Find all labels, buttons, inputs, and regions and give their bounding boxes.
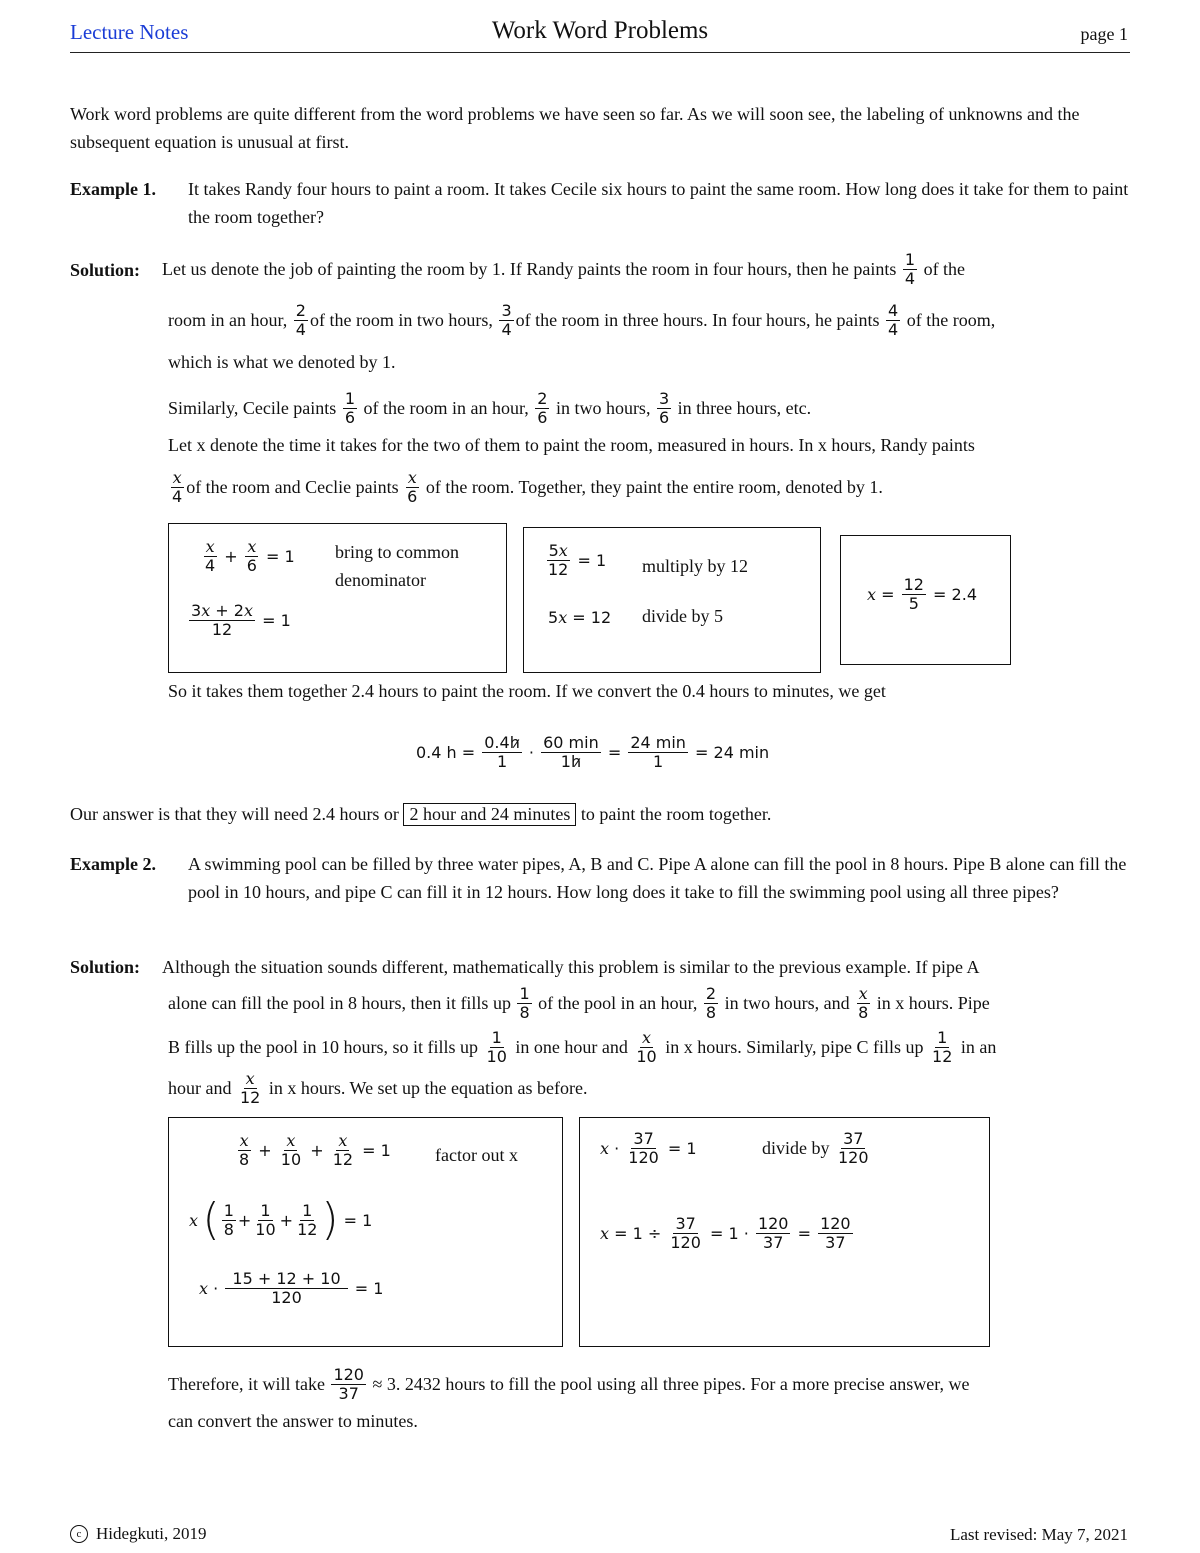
copyright-icon: c [70, 1525, 88, 1543]
solution-2-line-4: hour and $\frac{x}{12}$ in x hours. We set up the equation as before. [168, 1068, 588, 1107]
solution-1-line-5: Let x denote the time it takes for the two of them to paint the room, measured in hours. In x hours, Randy paints [168, 435, 975, 455]
solution-2-line-2: alone can fill the pool in 8 hours, then it fills up $\frac{1}{8}$ of the pool in an hour, $\frac{2}{8}$ in two hours, and $\frac{x}{8}$ in x hours. Pipe [168, 983, 990, 1022]
ex1-answer: Our answer is that they will need 2.4 hours or 2 hour and 24 minutes to paint the room together. [70, 803, 772, 824]
equation-box-2: $\frac{5x}{12}$ = 1 multiply by 12 5 x = 12 divide by 5 [523, 527, 821, 673]
solution-1-line-1: Let us denote the job of painting the room by 1. If Randy paints the room in four hours, then he paints $\frac{1}{4}$ of the [162, 249, 966, 288]
ex1-conversion-text: So it takes them together 2.4 hours to paint the room. If we convert the 0.4 hours to minutes, we get [168, 681, 886, 701]
solution-1-line-4: Similarly, Cecile paints $\frac{1}{6}$ of the room in an hour, $\frac{2}{6}$ in two hours, $\frac{3}{6}$ in three hours, etc. [168, 388, 812, 427]
solution-1-label: Solution: [70, 260, 141, 280]
solution-1-line-6: $\frac{x}{4}$ of the room and Ceclie paints $\frac{x}{6}$ of the room. Together, they paint the entire room, denoted by 1. [172, 467, 883, 506]
example-2-text: A swimming pool can be filled by three water pipes, A, B and C. Pipe A alone can fill the pool in 8 hours. Pipe B alone can fill the pool in 10 hours, and pipe C can fill it in 12 hours. How long does it take to fill the swimming pool using all three pipes? [188, 854, 1127, 902]
box4-note: factor out x [435, 1145, 518, 1165]
solution-2-line-1: Although the situation sounds different, mathematically this problem is similar to the previous example. If pipe A [162, 957, 980, 977]
solution-1-line-2: room in an hour, $\frac{2}{4}$ of the room in two hours, $\frac{3}{4}$ of the room in three hours. In four hours, he paints $\frac{4}{4}$ of the room, [168, 300, 996, 339]
page-number: page 1 [1080, 24, 1128, 44]
page-title: Work Word Problems [491, 17, 709, 44]
equation-box-5: x · $\frac{37}{120}$ = 1 divide by $\frac{37}{120}$ x = 1 ÷ $\frac{37}{120}$ = 1 · $\frac{120}{37}$ = $\frac{120}{37}$ [579, 1117, 990, 1347]
example-1-text: It takes Randy four hours to paint a room. It takes Cecile six hours to paint the same room. How long does it take for them to paint the room together? [188, 179, 1129, 227]
ex2-final-line-1: Therefore, it will take $\frac{120}{37}$ ≈ 3. 2432 hours to fill the pool using all three pipes. For a more precise answer, we [168, 1364, 970, 1403]
example-2-label: Example 2. [70, 854, 157, 874]
equation-box-1: $\frac{x}{4}$ + $\frac{x}{6}$ = 1 bring to common denominator $\frac{3x + 2x}{12}$ = 1 [168, 523, 507, 673]
equation-box-4: $\frac{x}{8}$ + $\frac{x}{10}$ + $\frac{x}{12}$ = 1 factor out x x ( $\frac{1}{8}$ + $\frac{1}{10}$ + $\frac{1}{12}$ ) = 1 x · $\frac{15 + 12 + 10}{120}$ = 1 [168, 1117, 563, 1347]
box5-note: divide by [762, 1138, 830, 1158]
intro-paragraph: Work word problems are quite different from the word problems we have seen so far. As we will soon see, the labeling of unknowns and the subsequent equation is unusual at first. [70, 104, 1080, 152]
footer-left: c Hidegkuti, 2019 [70, 1524, 207, 1544]
solution-2-label: Solution: [70, 957, 141, 977]
box1-note: bring to common denominator [335, 542, 459, 590]
answer-box: 2 hour and 24 minutes [403, 803, 576, 826]
ex1-conversion-equation: 0.4 h = $\frac{0.4h}{1}$ · $\frac{60 \min}{1h}$ = $\frac{24 \min}{1}$ = 24 min [416, 732, 770, 771]
solution-2-line-3: B fills up the pool in 10 hours, so it fills up $\frac{1}{10}$ in one hour and $\frac{x}{10}$ in x hours. Similarly, pipe C fills up $\frac{1}{12}$ in an [168, 1027, 997, 1066]
ex2-final-line-2: can convert the answer to minutes. [168, 1411, 418, 1431]
solution-1-line-3: which is what we denoted by 1. [168, 352, 396, 372]
header-left: Lecture Notes [70, 20, 189, 44]
header-rule [70, 52, 1130, 53]
footer-right: Last revised: May 7, 2021 [950, 1525, 1128, 1544]
example-1-label: Example 1. [70, 179, 157, 199]
equation-box-3: x = $\frac{12}{5}$ = 2.4 [840, 535, 1011, 665]
